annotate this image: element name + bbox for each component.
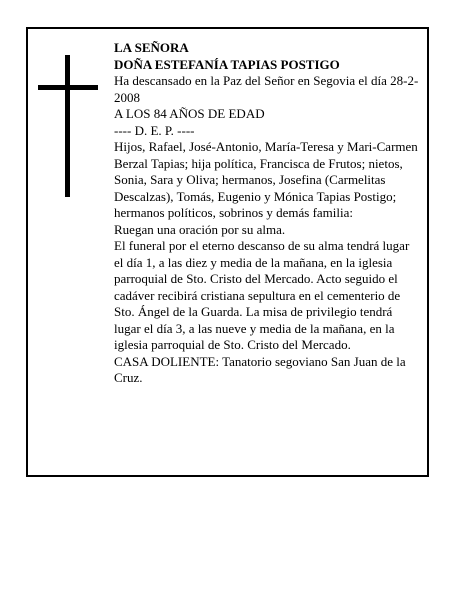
cross-vertical-bar [65, 55, 70, 197]
funeral-home: CASA DOLIENTE: Tanatorio segoviano San Juan de la Cruz. [114, 353, 406, 385]
family-list: Hijos, Rafael, José-Antonio, María-Teresa y Mari-Carmen Berzal Tapias; hija política, Francisca de Frutos; nietos, Sonia, Sara y Oliva; hermanos, Josefina (Carmelitas Descalzas), Tomás, Eugenio y Mónica Tapias Postigo; hermanos políticos, sobrinos y demás familia: [114, 139, 418, 220]
prayer-request: Ruegan una oración por su alma. [114, 221, 286, 237]
notice-title: LA SEÑORA [114, 40, 189, 55]
death-statement: Ha descansado en la Paz del Señor en Segovia el día 28-2-2008 [114, 73, 419, 105]
funeral-details: El funeral por el eterno descanso de su alma tendrá lugar el día 1, a las diez y media de la mañana, en la iglesia parroquial de Sto. Cristo del Mercado. Acto seguido el cadáver recibirá cristiana sepultura en el cementerio de Sto. Ángel de la Guarda. La misa de privilegio tendrá lugar el día 3, a las nueve y media de la mañana, en la iglesia parroquial de Sto. Cristo del Mercado. [114, 238, 410, 352]
rip-line: ---- D. E. P. ---- [114, 122, 195, 138]
age-statement: A LOS 84 AÑOS DE EDAD [114, 106, 265, 121]
obituary-text [114, 40, 420, 387]
deceased-name: DOÑA ESTEFANÍA TAPIAS POSTIGO [114, 56, 340, 72]
cross-icon [38, 55, 98, 197]
cross-horizontal-bar [38, 85, 98, 90]
